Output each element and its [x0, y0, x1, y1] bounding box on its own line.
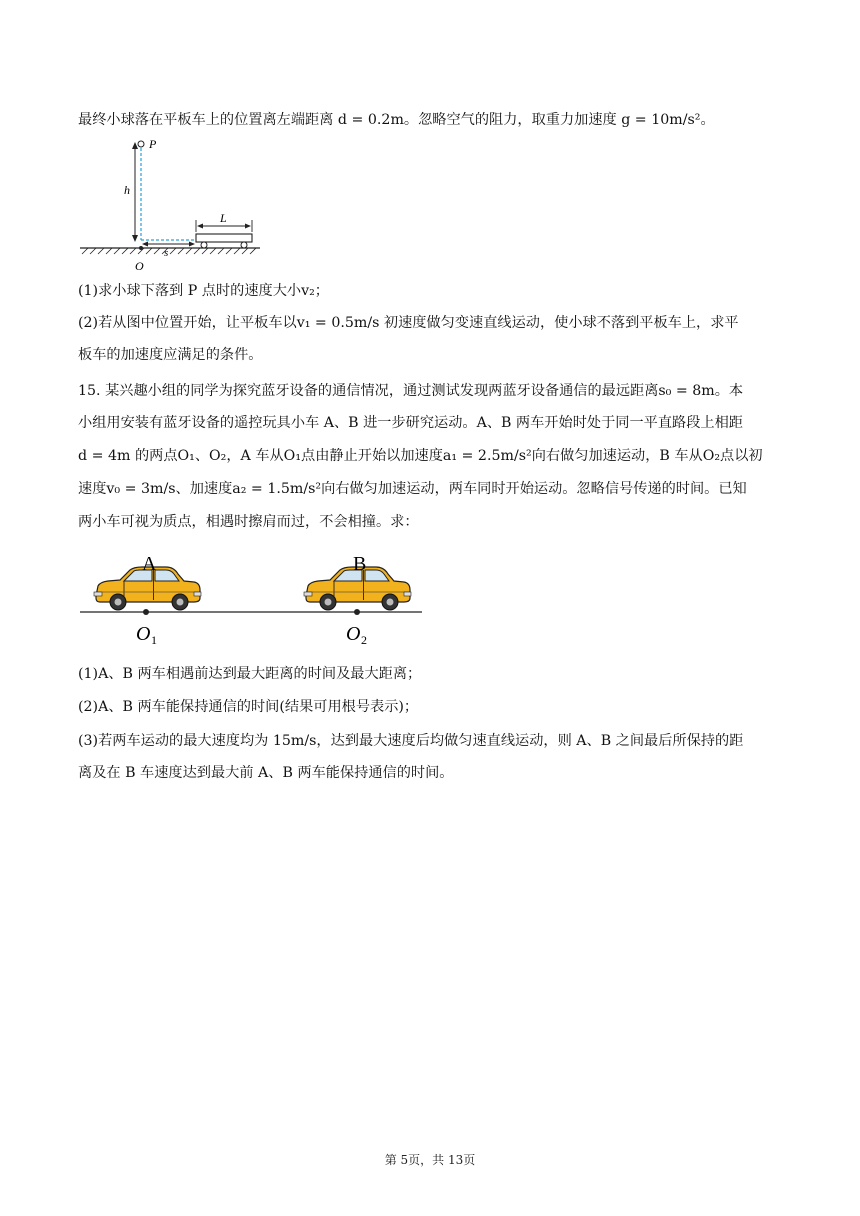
q14-sub2-line2: 板车的加速度应满足的条件。	[78, 347, 263, 363]
point-o2	[354, 609, 360, 615]
q15-sub2: (2)A、B 两车能保持通信的时间(结果可用根号表示)；	[78, 699, 419, 715]
label-B: B	[353, 553, 367, 575]
q15-sub3-line2: 离及在 B 车速度达到最大前 A、B 两车能保持通信的时间。	[78, 765, 454, 781]
label-L: L	[220, 211, 227, 225]
label-O2: O	[346, 623, 361, 645]
q15-line1: 15. 某兴趣小组的同学为探究蓝牙设备的通信情况，通过测试发现两蓝牙设备通信的最远距离s₀ = 8m。本	[78, 383, 744, 399]
cart	[196, 234, 252, 242]
q15-line2: 小组用安装有蓝牙设备的遥控玩具小车 A、B 进一步研究运动。A、B 两车开始时处于同一平直路段上相距	[78, 415, 743, 431]
q15-sub3-line1: (3)若两车运动的最大速度均为 15m/s，达到最大速度后均做匀速直线运动，则 A、B 之间最后所保持的距	[78, 733, 744, 749]
page-footer: 第 5页，共 13页	[384, 1153, 476, 1167]
label-s: s	[164, 247, 169, 259]
q14-sub2-line1: (2)若从图中位置开始，让平板车以v₁ = 0.5m/s 初速度做匀变速直线运动，使小球不落到平板车上，求平	[78, 315, 739, 331]
label-h: h	[124, 183, 130, 197]
label-O2-sub: 2	[361, 633, 367, 647]
label-O: O	[135, 259, 144, 273]
q15-sub1: (1)A、B 两车相遇前达到最大距离的时间及最大距离；	[78, 666, 422, 682]
q14-sub1: (1)求小球下落到 P 点时的速度大小v₂；	[78, 283, 329, 299]
label-O1: O	[136, 623, 151, 645]
q15-figure	[78, 550, 428, 650]
label-O1-sub: 1	[151, 633, 157, 647]
label-A: A	[142, 553, 157, 575]
ball	[138, 141, 144, 147]
label-P: P	[149, 137, 157, 151]
q14-figure	[80, 136, 280, 276]
point-o1	[143, 609, 149, 615]
q15-line3: d = 4m 的两点O₁、O₂，A 车从O₁点由静止开始以加速度a₁ = 2.5m/s²向右做匀加速运动，B 车从O₂点以初	[78, 448, 763, 464]
q15-line4: 速度v₀ = 3m/s、加速度a₂ = 1.5m/s²向右做匀加速运动，两车同时开始运动。忽略信号传递的时间。已知	[78, 481, 747, 497]
q14-intro: 最终小球落在平板车上的位置离左端距离 d = 0.2m。忽略空气的阻力，取重力加速度 g = 10m/s²。	[78, 112, 715, 128]
q15-line5: 两小车可视为质点，相遇时擦肩而过，不会相撞。求：	[78, 514, 419, 530]
